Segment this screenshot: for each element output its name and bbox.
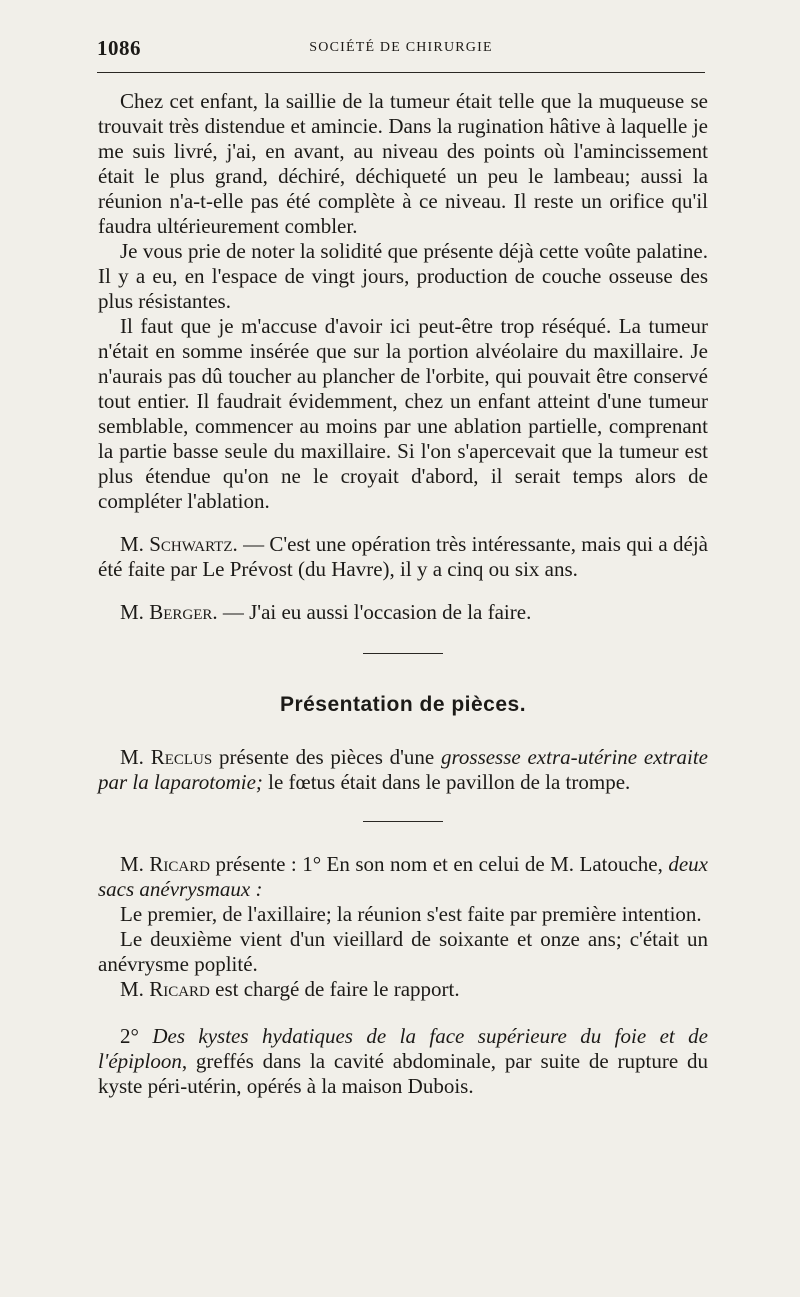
paragraph-tumeur: Chez cet enfant, la saillie de la tumeur était telle que la muqueuse se trouvait très distendue et amincie. Dans la rugination hâtive à laquelle je me suis livré, j'ai, en avant, au niveau des points où l'amincissement était le plus grand, déchiré, déchiqueté un peu le lambeau; aussi la réunion n'a-t-elle pas été complète à ce niveau. Il reste un orifice qu'il faudra ultérieurement combler. (98, 89, 708, 238)
paragraph-ricard (98, 852, 708, 902)
reclus-text-1: présente des pièces d'une (212, 745, 441, 769)
section-separator (363, 653, 443, 654)
paragraph-rapport (98, 977, 708, 1002)
page-body (98, 89, 708, 1099)
speaker-schwartz: Schwartz (149, 532, 233, 556)
paragraph-kystes (98, 1024, 708, 1099)
paragraph-premier: Le premier, de l'axillaire; la réunion s'est faite par première intention. (120, 902, 702, 926)
berger-remark: . — J'ai eu aussi l'occasion de la faire. (212, 600, 532, 624)
ricard-italic: deux sacs anévrysmaux : (98, 852, 708, 901)
page-number: 1086 (97, 36, 141, 60)
running-title: SOCIÉTÉ DE CHIRURGIE (309, 40, 493, 55)
reclus-italic: grossesse extra-utérine extraite par la laparotomie; (98, 745, 708, 794)
speaker-berger: Berger (149, 600, 213, 624)
rapport-text: est chargé de faire le rapport. (209, 977, 460, 1001)
kystes-italic: Des kystes hydatiques de la face supérieure du foie et de l'épiploon (98, 1024, 708, 1073)
section-separator (363, 821, 443, 822)
speaker-prefix: M. (120, 852, 150, 876)
speaker-reclus: Reclus (150, 745, 213, 769)
speaker-prefix: M. (120, 532, 150, 556)
reclus-text-2: le fœtus était dans le pavillon de la trompe. (262, 770, 631, 794)
schwartz-remark: . — C'est une opération très intéressante, mais qui a déjà été faite par Le Prévost (du Havre), il y a cinq ou six ans. (98, 532, 708, 581)
speaker-ricard: Ricard (149, 852, 211, 876)
paragraph-reclus (98, 745, 708, 795)
item-number: 2° (120, 1024, 153, 1048)
speaker-ricard-2: Ricard (149, 977, 210, 1001)
paragraph-berger (98, 600, 708, 625)
kystes-text: , greffés dans la cavité abdominale, par suite de rupture du kyste péri-utérin, opérés à la maison Dubois. (98, 1049, 708, 1098)
paragraph-accuse: Il faut que je m'accuse d'avoir ici peut-être trop réséqué. La tumeur n'était en somme insérée que sur la portion alvéolaire du maxillaire. Je n'aurais pas dû toucher au plancher de l'orbite, qui pouvait être conservé tout entier. Il faudrait évidemment, chez un enfant atteint d'une tumeur semblable, commencer au moins par une ablation partielle, comprenant la partie basse seule du maxillaire. Si l'on s'apercevait que la tumeur est plus étendue qu'on ne le croyait d'abord, il serait temps alors de compléter l'ablation. (98, 314, 708, 513)
paragraph-schwartz (98, 532, 708, 582)
speaker-prefix: M. (120, 600, 150, 624)
paragraph-deuxieme: Le deuxième vient d'un vieillard de soixante et onze ans; c'était un anévrysme poplité. (98, 927, 708, 976)
speaker-prefix: M. (120, 745, 151, 769)
section-title: Présentation de pièces. (279, 693, 527, 716)
ricard-text: présente : 1° En son nom et en celui de M. Latouche, (210, 852, 669, 876)
header-rule (97, 72, 705, 73)
paragraph-voute: Je vous prie de noter la solidité que présente déjà cette voûte palatine. Il y a eu, en l'espace de vingt jours, production de couche osseuse des plus résistantes. (98, 239, 708, 313)
speaker-prefix: M. (120, 977, 150, 1001)
page-header (97, 36, 705, 58)
